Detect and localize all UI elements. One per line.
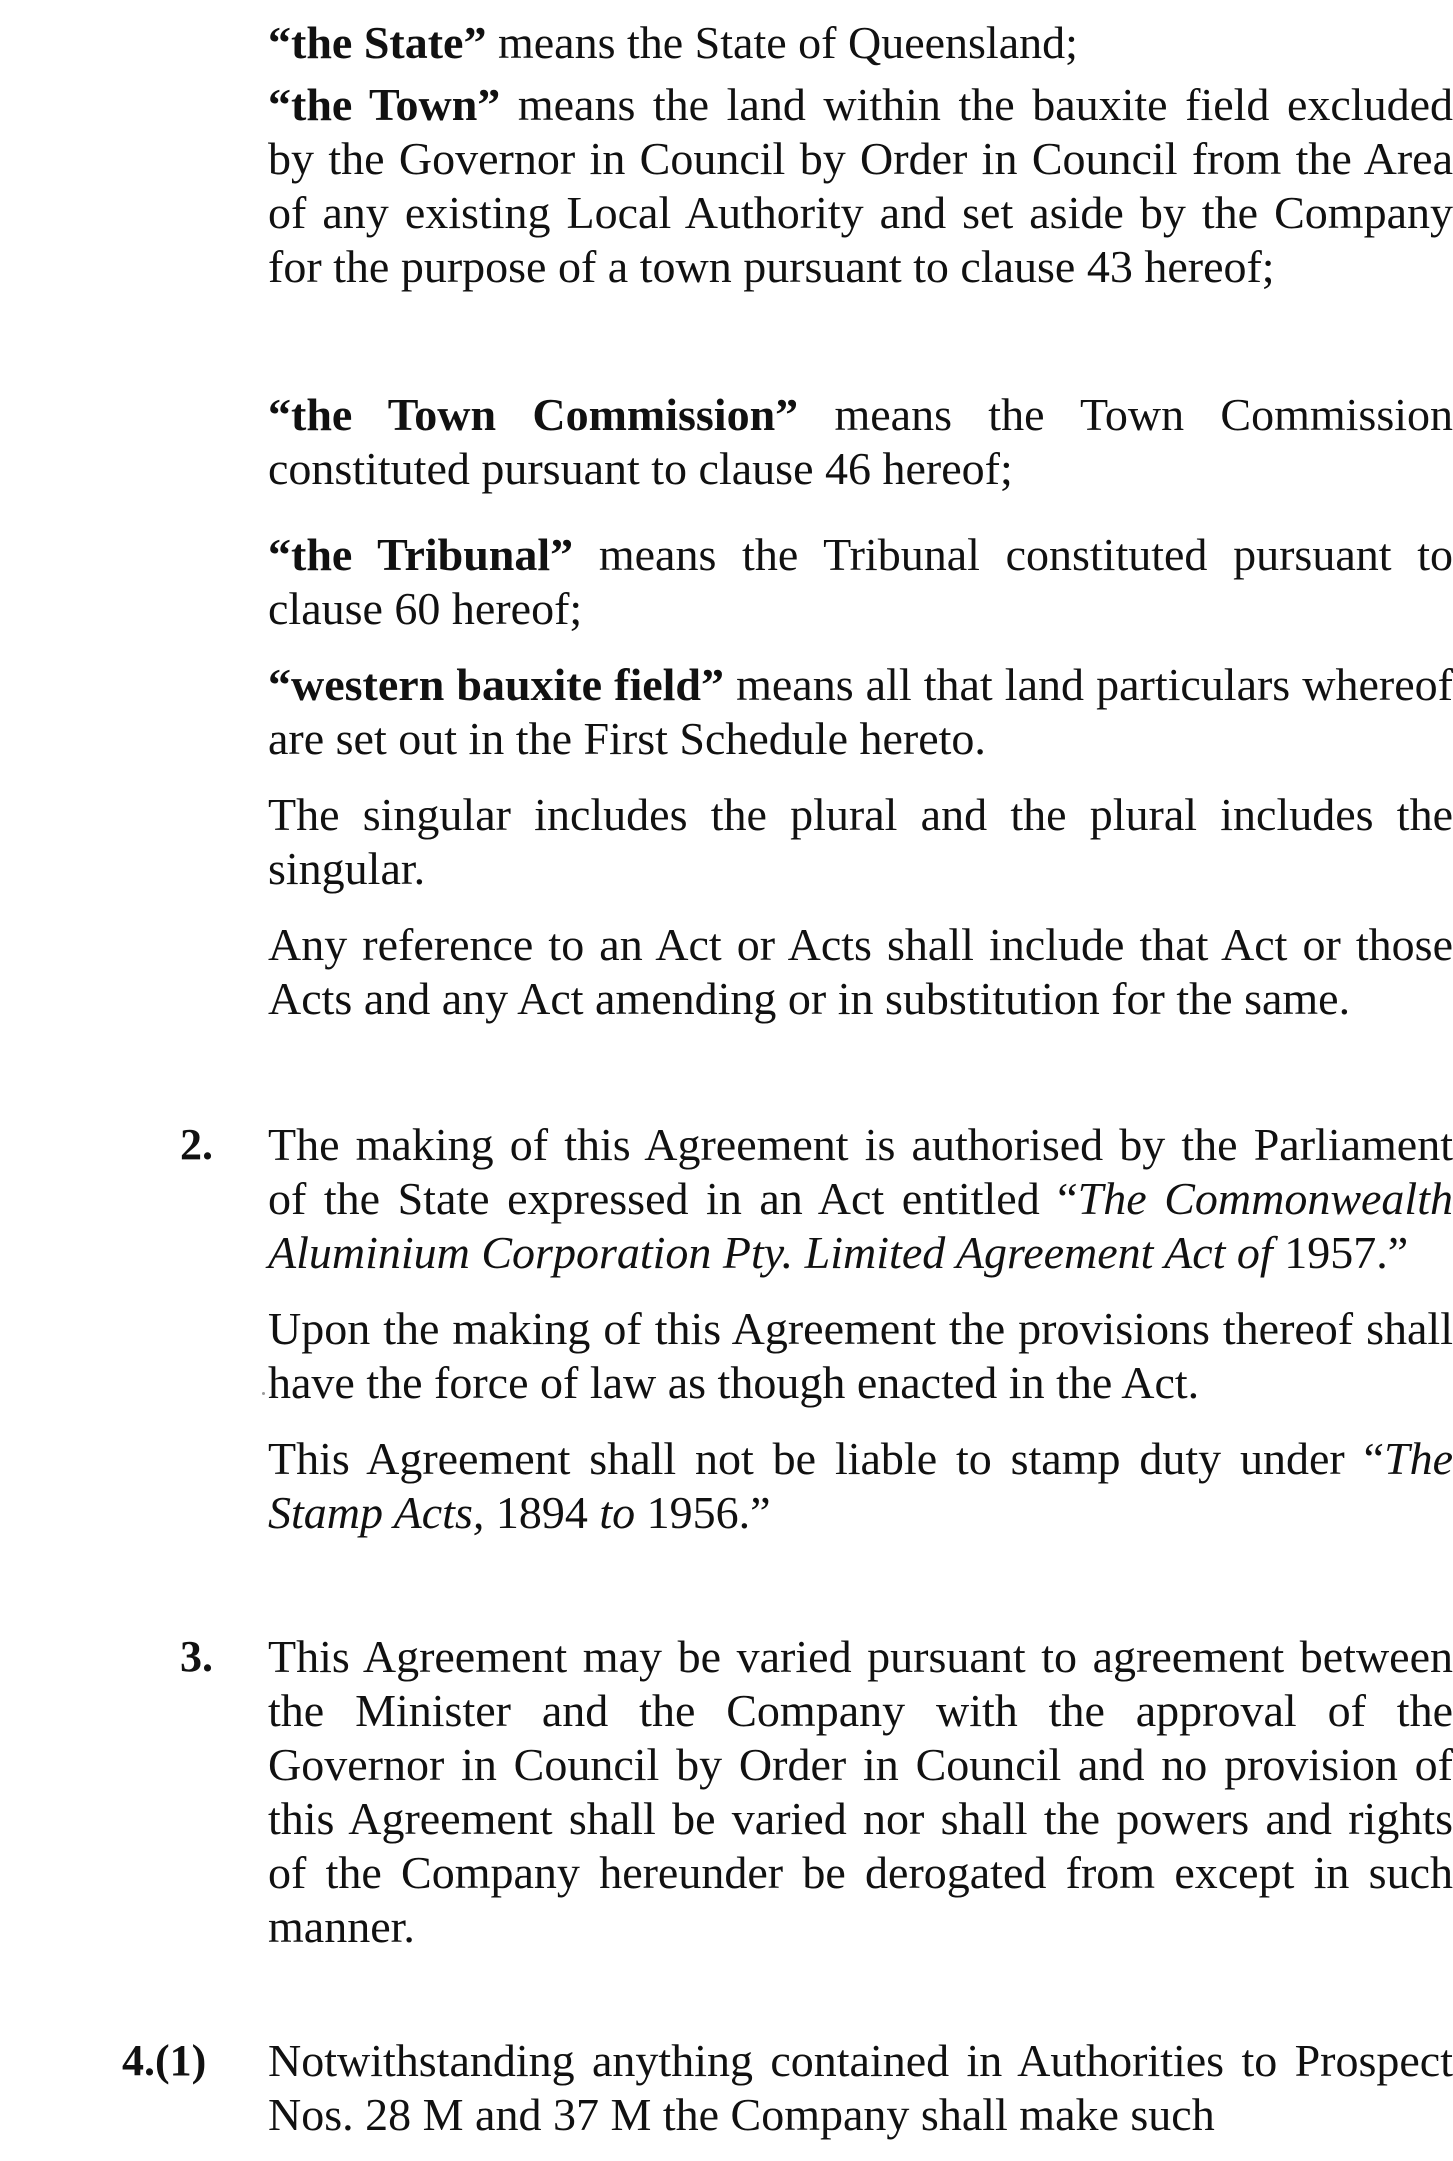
clause-number: 3. bbox=[180, 1632, 213, 1681]
definition-the-town-commission bbox=[268, 388, 1453, 496]
scan-artifact bbox=[262, 1392, 265, 1395]
clause-2-text: The making of this Agreement is authorised by the Parliament of the State expressed in an Act entitled “ bbox=[268, 1119, 1453, 1224]
definition-text: means the Tribunal constituted pursuant to clause 60 hereof; bbox=[268, 529, 1453, 634]
clause-2-paragraph-1 bbox=[268, 1118, 1453, 1280]
definition-text: means all that land particulars whereof are set out in the First Schedule hereto. bbox=[268, 659, 1453, 764]
clause-2-text: 1957.” bbox=[1272, 1227, 1409, 1278]
interpretation-acts-reference: Any reference to an Act or Acts shall include that Act or those Acts and any Act amending or in substitution for the same. bbox=[268, 919, 1453, 1024]
definition-the-state bbox=[268, 16, 1453, 70]
definition-western-bauxite-field bbox=[268, 658, 1453, 766]
clause-4-paragraph: Notwithstanding anything contained in Authorities to Prospect Nos. 28 M and 37 M the Company shall make such bbox=[268, 2035, 1453, 2140]
interpretation-singular-plural: The singular includes the plural and the plural includes the singular. bbox=[268, 789, 1453, 894]
defined-term: “western bauxite field” bbox=[268, 659, 724, 710]
clause-number: 4.(1) bbox=[122, 2036, 207, 2085]
definition-text: means the State of Queensland; bbox=[486, 17, 1078, 68]
clause-3-paragraph: This Agreement may be varied pursuant to agreement between the Minister and the Company with the approval of the Governor in Council by Order in Council and no provision of this Agreement shall be varied nor shall the powers and rights of the Company hereunder be derogated from except in such manner. bbox=[268, 1631, 1453, 1952]
clause-2-text: This Agreement shall not be liable to stamp duty under “ bbox=[268, 1433, 1384, 1484]
clause-2-text: 1894 bbox=[484, 1487, 600, 1538]
definition-the-tribunal bbox=[268, 528, 1453, 636]
act-title: The Stamp Acts, bbox=[268, 1433, 1453, 1538]
clause-number: 2. bbox=[180, 1120, 213, 1169]
defined-term: “the Town Commission” bbox=[268, 389, 799, 440]
defined-term: “the Tribunal” bbox=[268, 529, 574, 580]
act-title: to bbox=[599, 1487, 636, 1538]
clause-2-paragraph-3 bbox=[268, 1432, 1453, 1540]
definition-the-town bbox=[268, 78, 1453, 294]
defined-term: “the State” bbox=[268, 17, 487, 68]
clause-2-paragraph-2: Upon the making of this Agreement the provisions thereof shall have the force of law as though enacted in the Act. bbox=[268, 1303, 1453, 1408]
definition-text: means the Town Commission constituted pursuant to clause 46 hereof; bbox=[268, 389, 1453, 494]
defined-term: “the Town” bbox=[268, 79, 501, 130]
clause-2-text: 1956.” bbox=[635, 1487, 771, 1538]
definition-text: means the land within the bauxite field excluded by the Governor in Council by Order in Council from the Area of any existing Local Authority and set aside by the Company for the purpose of a town pursuant to clause 43 hereof; bbox=[268, 79, 1453, 292]
act-title: The Commonwealth Aluminium Corporation Pty. Limited Agreement Act of bbox=[268, 1173, 1453, 1278]
